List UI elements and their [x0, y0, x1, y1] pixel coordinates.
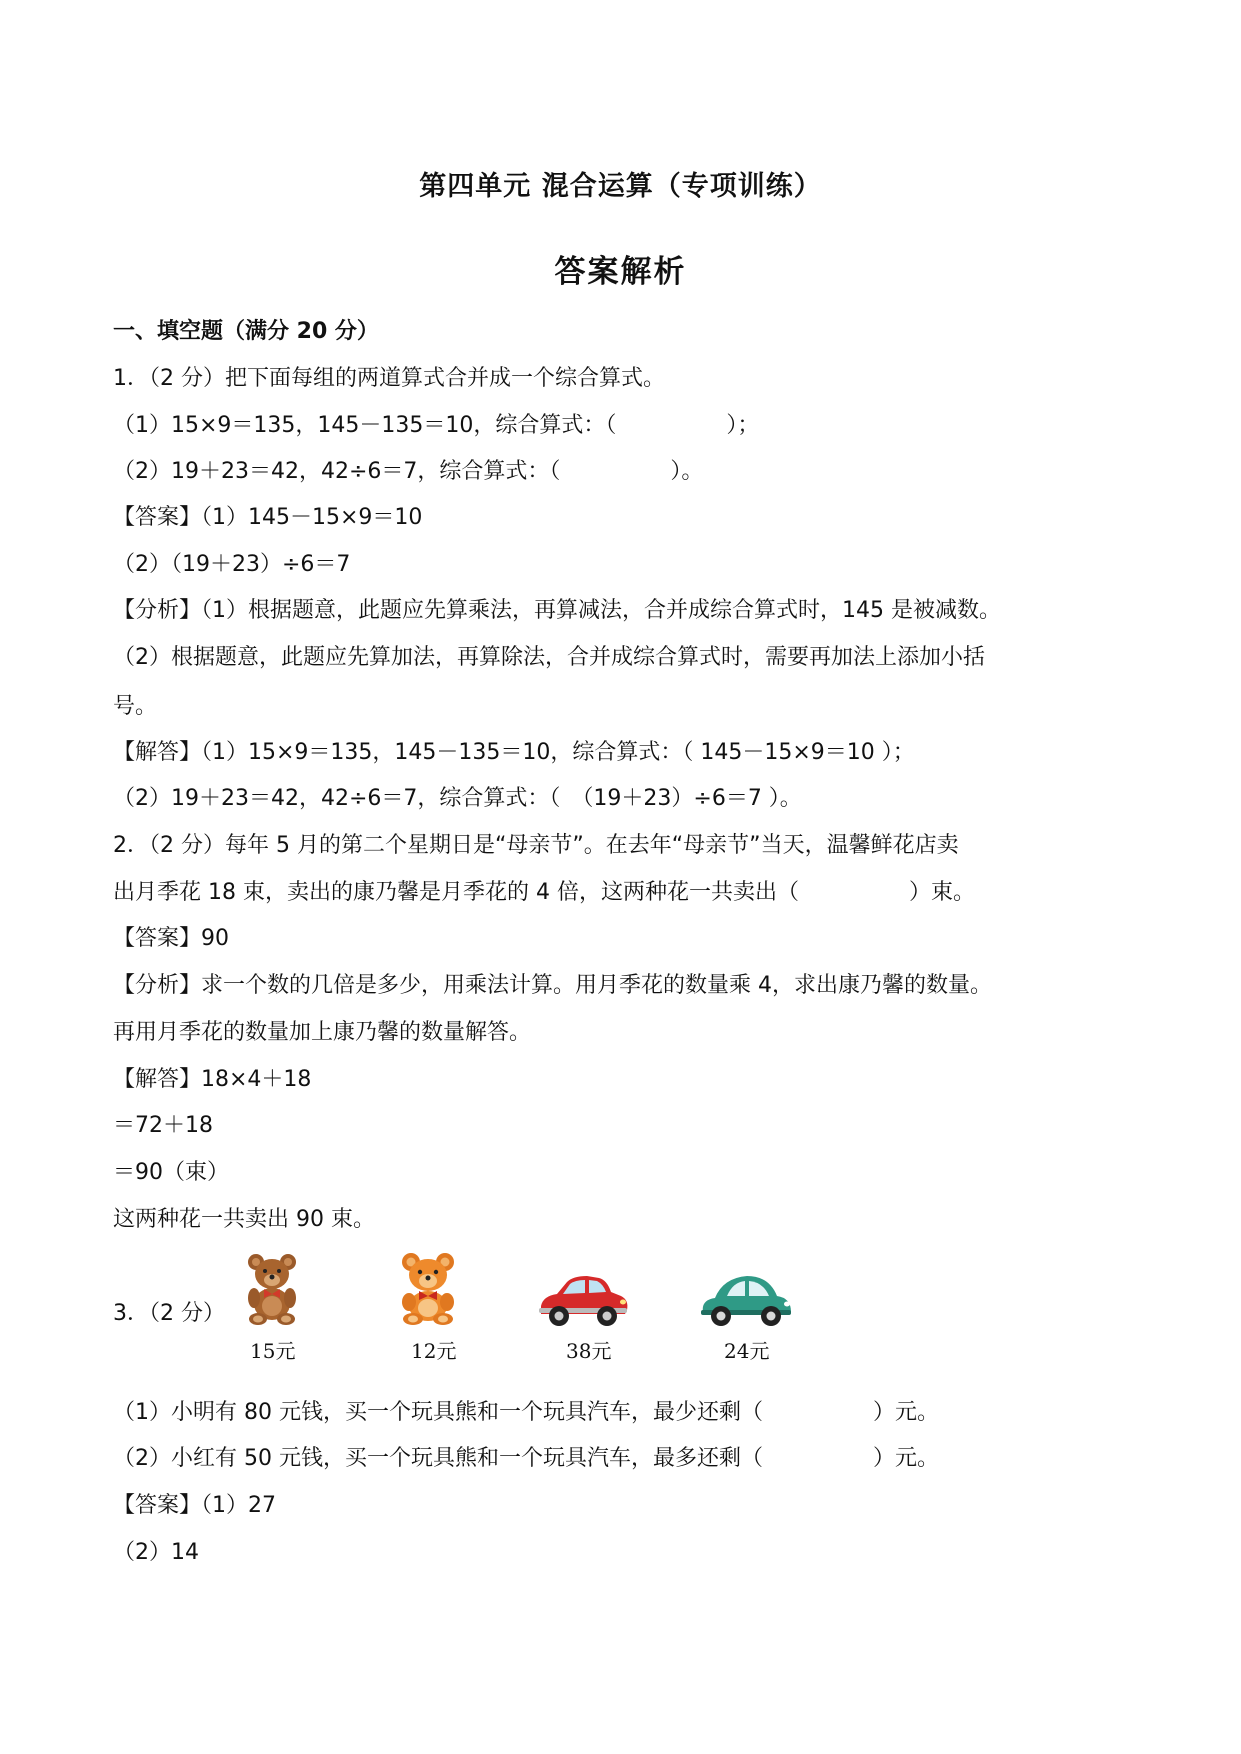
- q3-answer-2: （2）14: [113, 1540, 199, 1565]
- brown-teddy-bear-icon: [242, 1252, 304, 1330]
- q2-solution-1: 【解答】18×4＋18: [113, 1067, 312, 1092]
- q1-analysis-1: 【分析】（1）根据题意，此题应先算乘法，再算减法，合并成综合算式时，145 是被减数。: [113, 598, 1001, 623]
- q3-answer-1: 【答案】（1）27: [113, 1493, 276, 1518]
- section-heading: 一、填空题（满分 20 分）: [113, 319, 379, 344]
- q2-analysis-2: 再用月季花的数量加上康乃馨的数量解答。: [113, 1020, 532, 1045]
- q2-stem-2: 出月季花 18 束，卖出的康乃馨是月季花的 4 倍，这两种花一共卖出（ ）束。: [113, 880, 975, 905]
- q1-part1: （1）15×9＝135，145－135＝10，综合算式：（ ）；: [113, 413, 760, 438]
- q2-solution-3: ＝90（束）: [113, 1160, 229, 1185]
- red-toy-car-icon: [535, 1270, 631, 1334]
- price-label: 38元: [566, 1339, 612, 1363]
- q1-analysis-3: 号。: [113, 694, 158, 719]
- page-subtitle: 答案解析: [554, 254, 687, 290]
- q1-solution-2: （2）19＋23＝42，42÷6＝7，综合算式：（ （19＋23）÷6＝7 ）。: [113, 786, 802, 811]
- q2-stem-1: 2．（2 分）每年 5 月的第二个星期日是“母亲节”。在去年“母亲节”当天，温馨鲜花店卖: [113, 833, 959, 858]
- price-label: 15元: [250, 1339, 296, 1363]
- orange-teddy-bear-icon: [398, 1252, 460, 1330]
- q1-part2: （2）19＋23＝42，42÷6＝7，综合算式：（ ）。: [113, 459, 704, 484]
- page-title: 第四单元 混合运算（专项训练）: [419, 171, 822, 202]
- price-label: 12元: [411, 1339, 457, 1363]
- q2-solution-2: ＝72＋18: [113, 1113, 213, 1138]
- q3-part2: （2）小红有 50 元钱，买一个玩具熊和一个玩具汽车，最多还剩（ ）元。: [113, 1446, 939, 1471]
- q2-answer: 【答案】90: [113, 926, 229, 951]
- q1-stem: 1．（2 分）把下面每组的两道算式合并成一个综合算式。: [113, 366, 665, 391]
- green-toy-car-icon: [697, 1270, 795, 1334]
- q2-conclusion: 这两种花一共卖出 90 束。: [113, 1207, 375, 1232]
- q3-stem: 3．（2 分）: [113, 1301, 225, 1326]
- q1-answer-2: （2）（19＋23）÷6＝7: [113, 552, 351, 577]
- q1-analysis-2: （2）根据题意，此题应先算加法，再算除法，合并成综合算式时，需要再加法上添加小括: [113, 645, 986, 670]
- q2-analysis-1: 【分析】求一个数的几倍是多少，用乘法计算。用月季花的数量乘 4，求出康乃馨的数量。: [113, 973, 992, 998]
- q1-answer-1: 【答案】（1）145－15×9＝10: [113, 505, 423, 530]
- q3-part1: （1）小明有 80 元钱，买一个玩具熊和一个玩具汽车，最少还剩（ ）元。: [113, 1400, 939, 1425]
- price-label: 24元: [724, 1339, 770, 1363]
- q1-solution-1: 【解答】（1）15×9＝135，145－135＝10，综合算式：（ 145－15×9＝10 ）；: [113, 740, 915, 765]
